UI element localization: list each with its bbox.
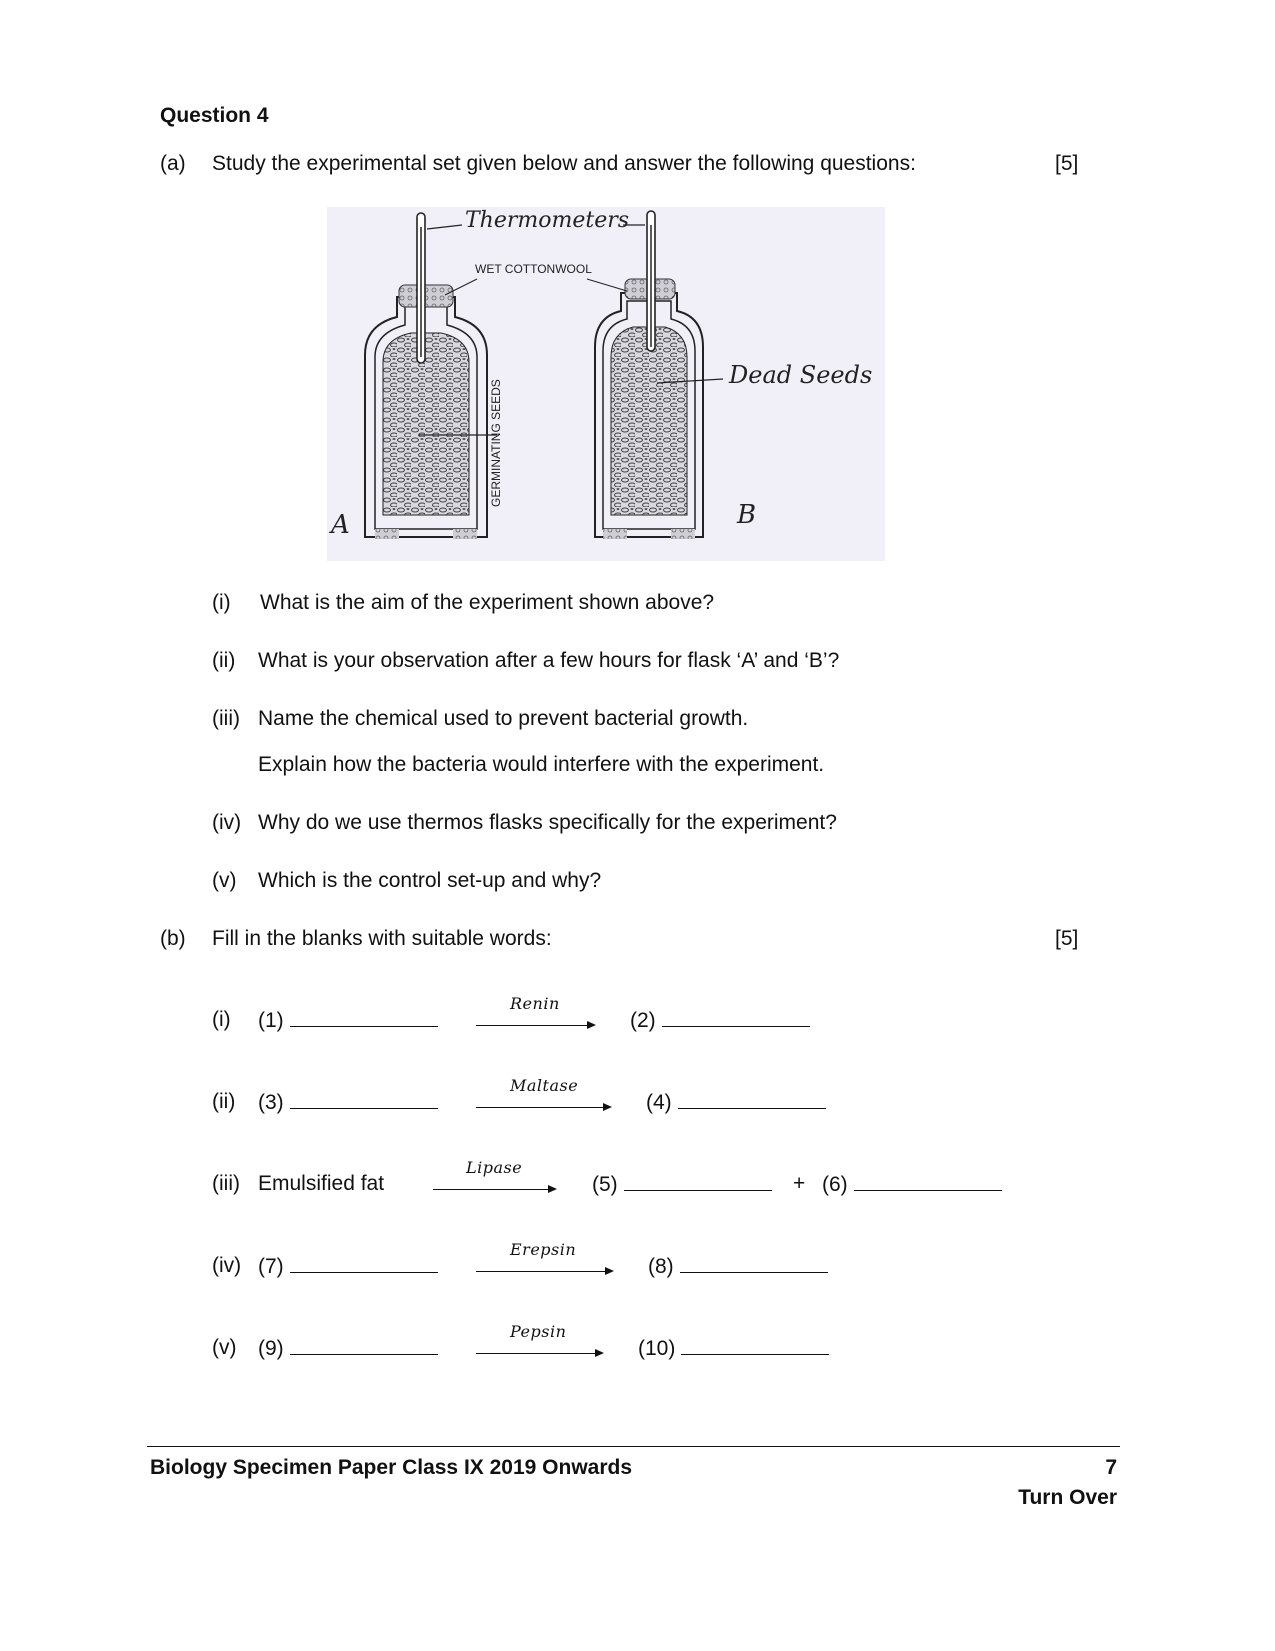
arrow-right-icon: [476, 1353, 602, 1354]
blank-6[interactable]: [854, 1172, 1002, 1191]
thermos-flasks-diagram: [327, 207, 885, 561]
fill-row-v-num: (v): [212, 1336, 237, 1359]
fill-row-v-left: (9): [258, 1336, 438, 1361]
germinating-seeds-label: GERMINATING SEEDS: [489, 379, 503, 507]
arrow-right-icon: [476, 1107, 610, 1108]
subq-iii-num: (iii): [212, 707, 240, 730]
question-title: Question 4: [160, 104, 269, 127]
part-a-label: (a): [160, 152, 186, 175]
fill-row-iii-right: (5): [592, 1172, 772, 1197]
fill-row-i-right: (2): [630, 1008, 810, 1033]
part-b-text: Fill in the blanks with suitable words:: [212, 927, 552, 950]
subq-i-num: (i): [212, 591, 231, 614]
part-b-label: (b): [160, 927, 186, 950]
subq-v-text: Which is the control set-up and why?: [258, 869, 602, 892]
flask-a-label: A: [331, 510, 350, 540]
subq-iv-text: Why do we use thermos flasks specifically for the experiment?: [258, 811, 837, 834]
wet-cottonwool-label: WET COTTONWOOL: [475, 262, 592, 276]
experiment-figure: [327, 207, 885, 561]
blank-1[interactable]: [290, 1008, 438, 1027]
fill-row-iii-num: (iii): [212, 1172, 240, 1195]
subq-iv-num: (iv): [212, 811, 242, 834]
fill-row-iii-right2: (6): [822, 1172, 1002, 1197]
arrow-right-icon: [476, 1271, 612, 1272]
plus-sign: +: [793, 1172, 806, 1195]
fill-row-iv-right: (8): [648, 1254, 828, 1279]
subq-iii-text2: Explain how the bacteria would interfere with the experiment.: [258, 753, 825, 776]
fill-row-iv-num: (iv): [212, 1254, 242, 1277]
page-number: 7: [1105, 1456, 1117, 1479]
part-b-marks: [5]: [1055, 927, 1079, 950]
fill-row-ii-right: (4): [646, 1090, 826, 1115]
blank-9[interactable]: [290, 1336, 438, 1355]
subq-ii-num: (ii): [212, 649, 236, 672]
blank-8[interactable]: [680, 1254, 828, 1273]
fill-row-ii-num: (ii): [212, 1090, 236, 1113]
arrow-right-icon: [476, 1025, 594, 1026]
subq-iii-text: Name the chemical used to prevent bacterial growth.: [258, 707, 749, 730]
blank-3[interactable]: [290, 1090, 438, 1109]
dead-seeds-label: Dead Seeds: [729, 361, 873, 389]
blank-4[interactable]: [678, 1090, 826, 1109]
flask-a: [365, 213, 487, 539]
fill-row-v-right: (10): [638, 1336, 829, 1361]
enzyme-pepsin: Pepsin: [510, 1322, 567, 1341]
fill-row-iv-left: (7): [258, 1254, 438, 1279]
part-a-marks: [5]: [1055, 152, 1079, 175]
enzyme-erepsin: Erepsin: [510, 1240, 577, 1259]
fill-row-i-left: (1): [258, 1008, 438, 1033]
blank-10[interactable]: [681, 1336, 829, 1355]
enzyme-maltase: Maltase: [510, 1076, 579, 1095]
fill-row-i-num: (i): [212, 1008, 231, 1031]
footer-divider: [147, 1446, 1120, 1447]
arrow-right-icon: [433, 1189, 555, 1190]
blank-2[interactable]: [662, 1008, 810, 1027]
subq-v-num: (v): [212, 869, 237, 892]
subq-i-text: What is the aim of the experiment shown above?: [260, 591, 715, 614]
thermometers-label: Thermometers: [465, 208, 630, 233]
part-a-text: Study the experimental set given below and answer the following questions:: [212, 152, 916, 175]
fill-row-iii-left: Emulsified fat: [258, 1172, 385, 1195]
fill-row-ii-left: (3): [258, 1090, 438, 1115]
blank-5[interactable]: [624, 1172, 772, 1191]
blank-7[interactable]: [290, 1254, 438, 1273]
flask-b-label: B: [737, 500, 757, 530]
footer-title: Biology Specimen Paper Class IX 2019 Onwards: [150, 1456, 633, 1479]
enzyme-lipase: Lipase: [466, 1158, 523, 1177]
subq-ii-text: What is your observation after a few hours for flask ‘A’ and ‘B’?: [258, 649, 840, 672]
enzyme-renin: Renin: [510, 994, 560, 1013]
turn-over: Turn Over: [1018, 1486, 1117, 1509]
flask-b: [595, 211, 703, 539]
